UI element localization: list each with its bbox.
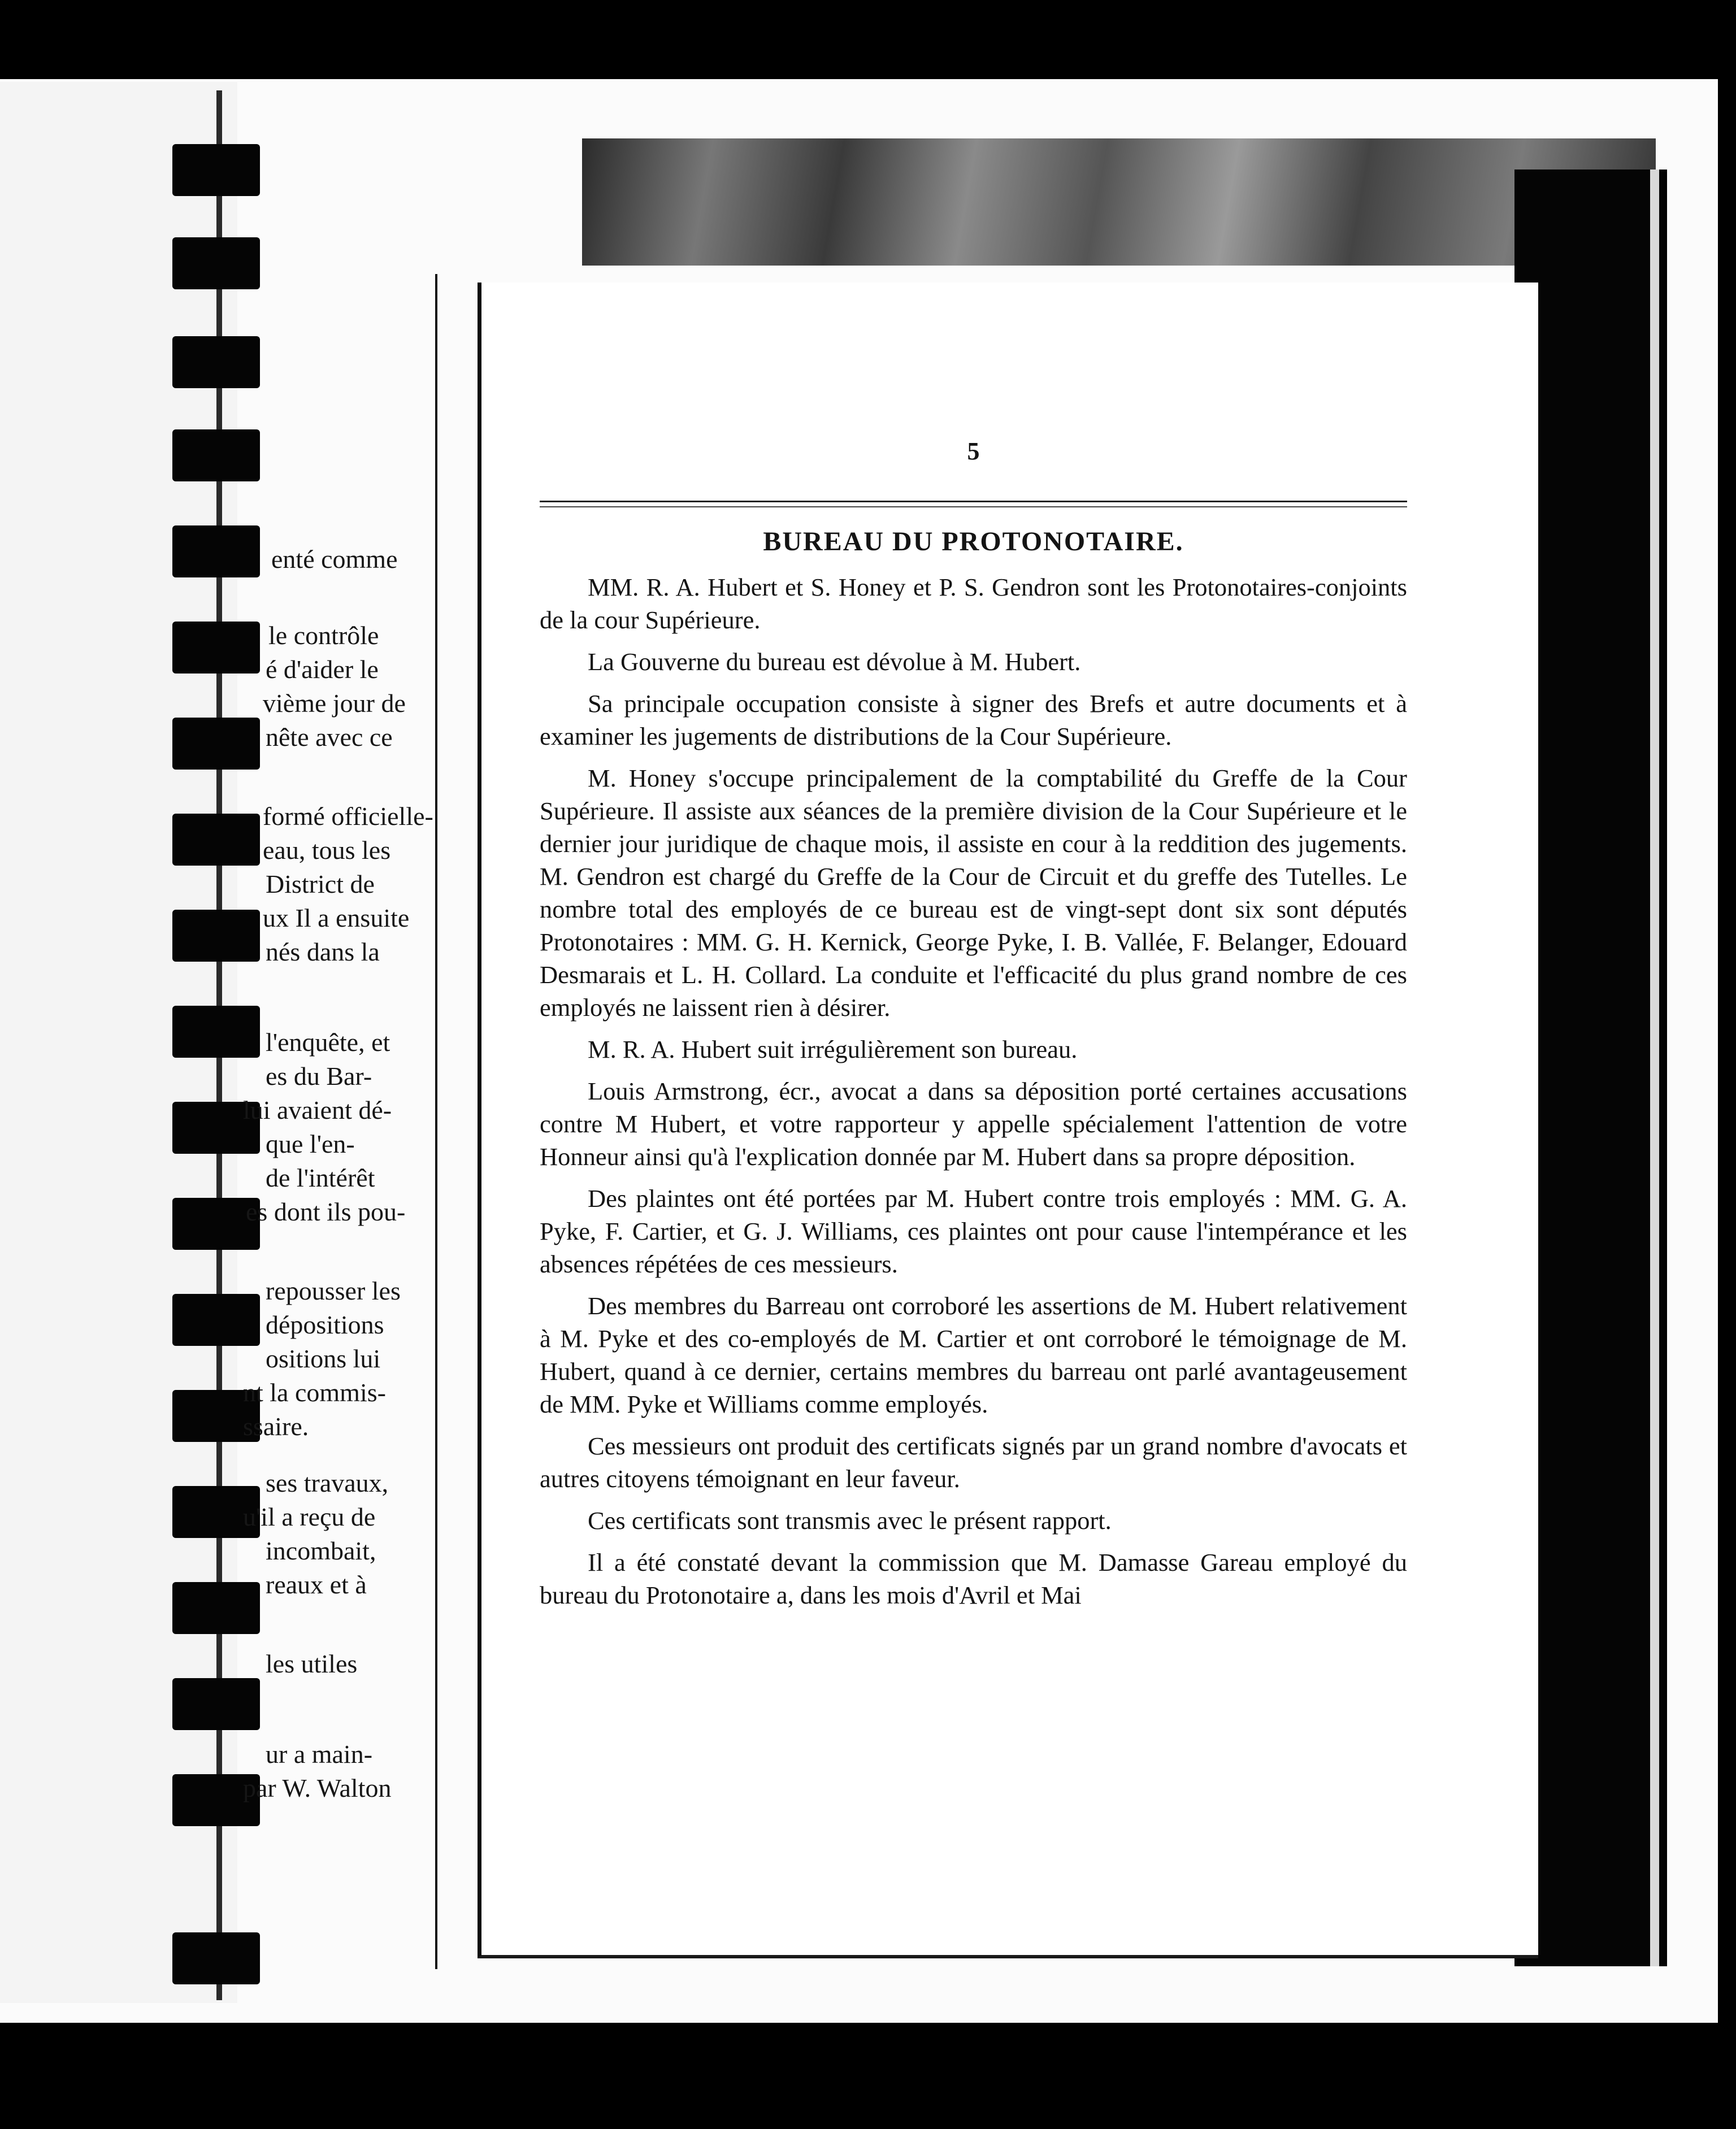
spiral-ring xyxy=(172,525,260,577)
paragraph: M. Honey s'occupe principalement de la comptabilité du Greffe de la Cour Supérieure. Il assiste aux séances de la première division de la Cour Supérieure et le dernier jour juridique de chaque mois, il assiste en cour à la reddition des jugements. M. Gendron est chargé du Greffe de la Cour de Circuit et du greffe des Tutelles. Le nombre total des employés de ce bureau est de vingt-sept dont six sont députés Protonotaires : MM. G. H. Kernick, George Pyke, I. B. Vallée, F. Belanger, Edouard Desmarais et L. H. Collard. La conduite et l'efficacité du plus grand nombre de ces employés ne laissent rien à désirer. xyxy=(540,764,1407,1022)
paragraph: M. R. A. Hubert suit irrégulièrement son bureau. xyxy=(588,1035,1078,1063)
left-page-line: ux Il a ensuite xyxy=(263,903,410,932)
page-content xyxy=(540,435,1407,1620)
left-page-line: ositions lui xyxy=(266,1344,381,1373)
left-page-line: dépositions xyxy=(266,1310,384,1339)
left-page-line: par W. Walton xyxy=(243,1774,392,1802)
spiral-ring xyxy=(172,718,260,770)
paragraph: MM. R. A. Hubert et S. Honey et P. S. Gendron sont les Protonotaires-conjoints de la cour Supérieure. xyxy=(540,573,1407,634)
scan-shadow-band xyxy=(582,138,1656,266)
spiral-ring xyxy=(172,429,260,481)
left-page-line: de l'intérêt xyxy=(266,1163,375,1192)
spiral-ring xyxy=(172,814,260,866)
spiral-ring xyxy=(172,336,260,388)
left-page-line: es dont ils pou- xyxy=(246,1197,406,1226)
left-page-line: lui avaient dé- xyxy=(243,1096,392,1124)
left-page-line: ssaire. xyxy=(243,1412,309,1441)
spiral-ring xyxy=(172,1678,260,1730)
left-page-line: ur a main- xyxy=(266,1740,373,1769)
paragraph: Des plaintes ont été portées par M. Hubert contre trois employés : MM. G. A. Pyke, F. Cartier, et G. J. Williams, ces plaintes ont pour cause l'intempérance et les absences répétées de ces messieurs. xyxy=(540,1184,1407,1278)
spiral-ring xyxy=(172,1582,260,1634)
left-page-line: enté comme xyxy=(271,545,398,573)
paragraph: Ces messieurs ont produit des certificats signés par un grand nombre d'avocats et autres citoyens témoignant en leur faveur. xyxy=(540,1432,1407,1493)
paragraph: Il a été constaté devant la commission que M. Damasse Gareau employé du bureau du Protonotaire a, dans les mois d'Avril et Mai xyxy=(540,1548,1407,1609)
left-page-line: vième jour de xyxy=(263,689,406,718)
header-rule xyxy=(540,501,1407,507)
spiral-ring xyxy=(172,237,260,289)
left-page-line: le contrôle xyxy=(268,621,379,650)
spiral-ring xyxy=(172,1294,260,1346)
left-page-line: nête avec ce xyxy=(266,723,393,751)
left-page-line: eau, tous les xyxy=(263,836,391,864)
spiral-ring xyxy=(172,622,260,674)
left-page-line: u'il a reçu de xyxy=(243,1502,376,1531)
spiral-ring xyxy=(172,910,260,962)
left-page-line: l'enquête, et xyxy=(266,1028,390,1057)
page-number: 5 xyxy=(967,437,980,465)
left-page-line: nt la commis- xyxy=(243,1378,386,1407)
left-page-line: que l'en- xyxy=(266,1129,355,1158)
left-page-line: reaux et à xyxy=(266,1570,367,1599)
left-page-line: ses travaux, xyxy=(266,1468,389,1497)
left-page-line: District de xyxy=(266,870,375,898)
left-page-line: les utiles xyxy=(266,1649,358,1678)
spiral-ring xyxy=(172,1006,260,1058)
body-text xyxy=(540,571,1407,1611)
left-page-line: es du Bar- xyxy=(266,1062,372,1090)
paragraph: Louis Armstrong, écr., avocat a dans sa déposition porté certaines accusations contre M Hubert, et votre rapporteur y appelle spécialement l'attention de votre Honneur ainsi qu'à l'explication donnée par M. Hubert dans sa propre déposition. xyxy=(540,1077,1407,1171)
left-page-line: é d'aider le xyxy=(266,655,379,684)
paragraph: Sa principale occupation consiste à signer des Brefs et autre documents et à examiner les jugements de distributions de la Cour Supérieure. xyxy=(540,689,1407,750)
spiral-ring xyxy=(172,144,260,196)
paragraph: Des membres du Barreau ont corroboré les assertions de M. Hubert relativement à M. Pyke et des co-employés de M. Cartier et ont corroboré le témoignage de M. Hubert, quand à ce dernier, certains membres du barreau ont parlé avantageusement de MM. Pyke et Williams comme employés. xyxy=(540,1292,1407,1418)
spiral-ring xyxy=(172,1932,260,1984)
section-title: BUREAU DU PROTONOTAIRE. xyxy=(763,527,1184,557)
left-page-line: nés dans la xyxy=(266,937,380,966)
left-page-line: repousser les xyxy=(266,1276,401,1305)
page-edge xyxy=(1650,170,1659,1966)
left-page-line: incombait, xyxy=(266,1536,376,1565)
left-page-line: formé officielle- xyxy=(263,802,433,831)
paragraph: La Gouverne du bureau est dévolue à M. Hubert. xyxy=(588,648,1081,676)
paragraph: Ces certificats sont transmis avec le présent rapport. xyxy=(588,1506,1112,1535)
